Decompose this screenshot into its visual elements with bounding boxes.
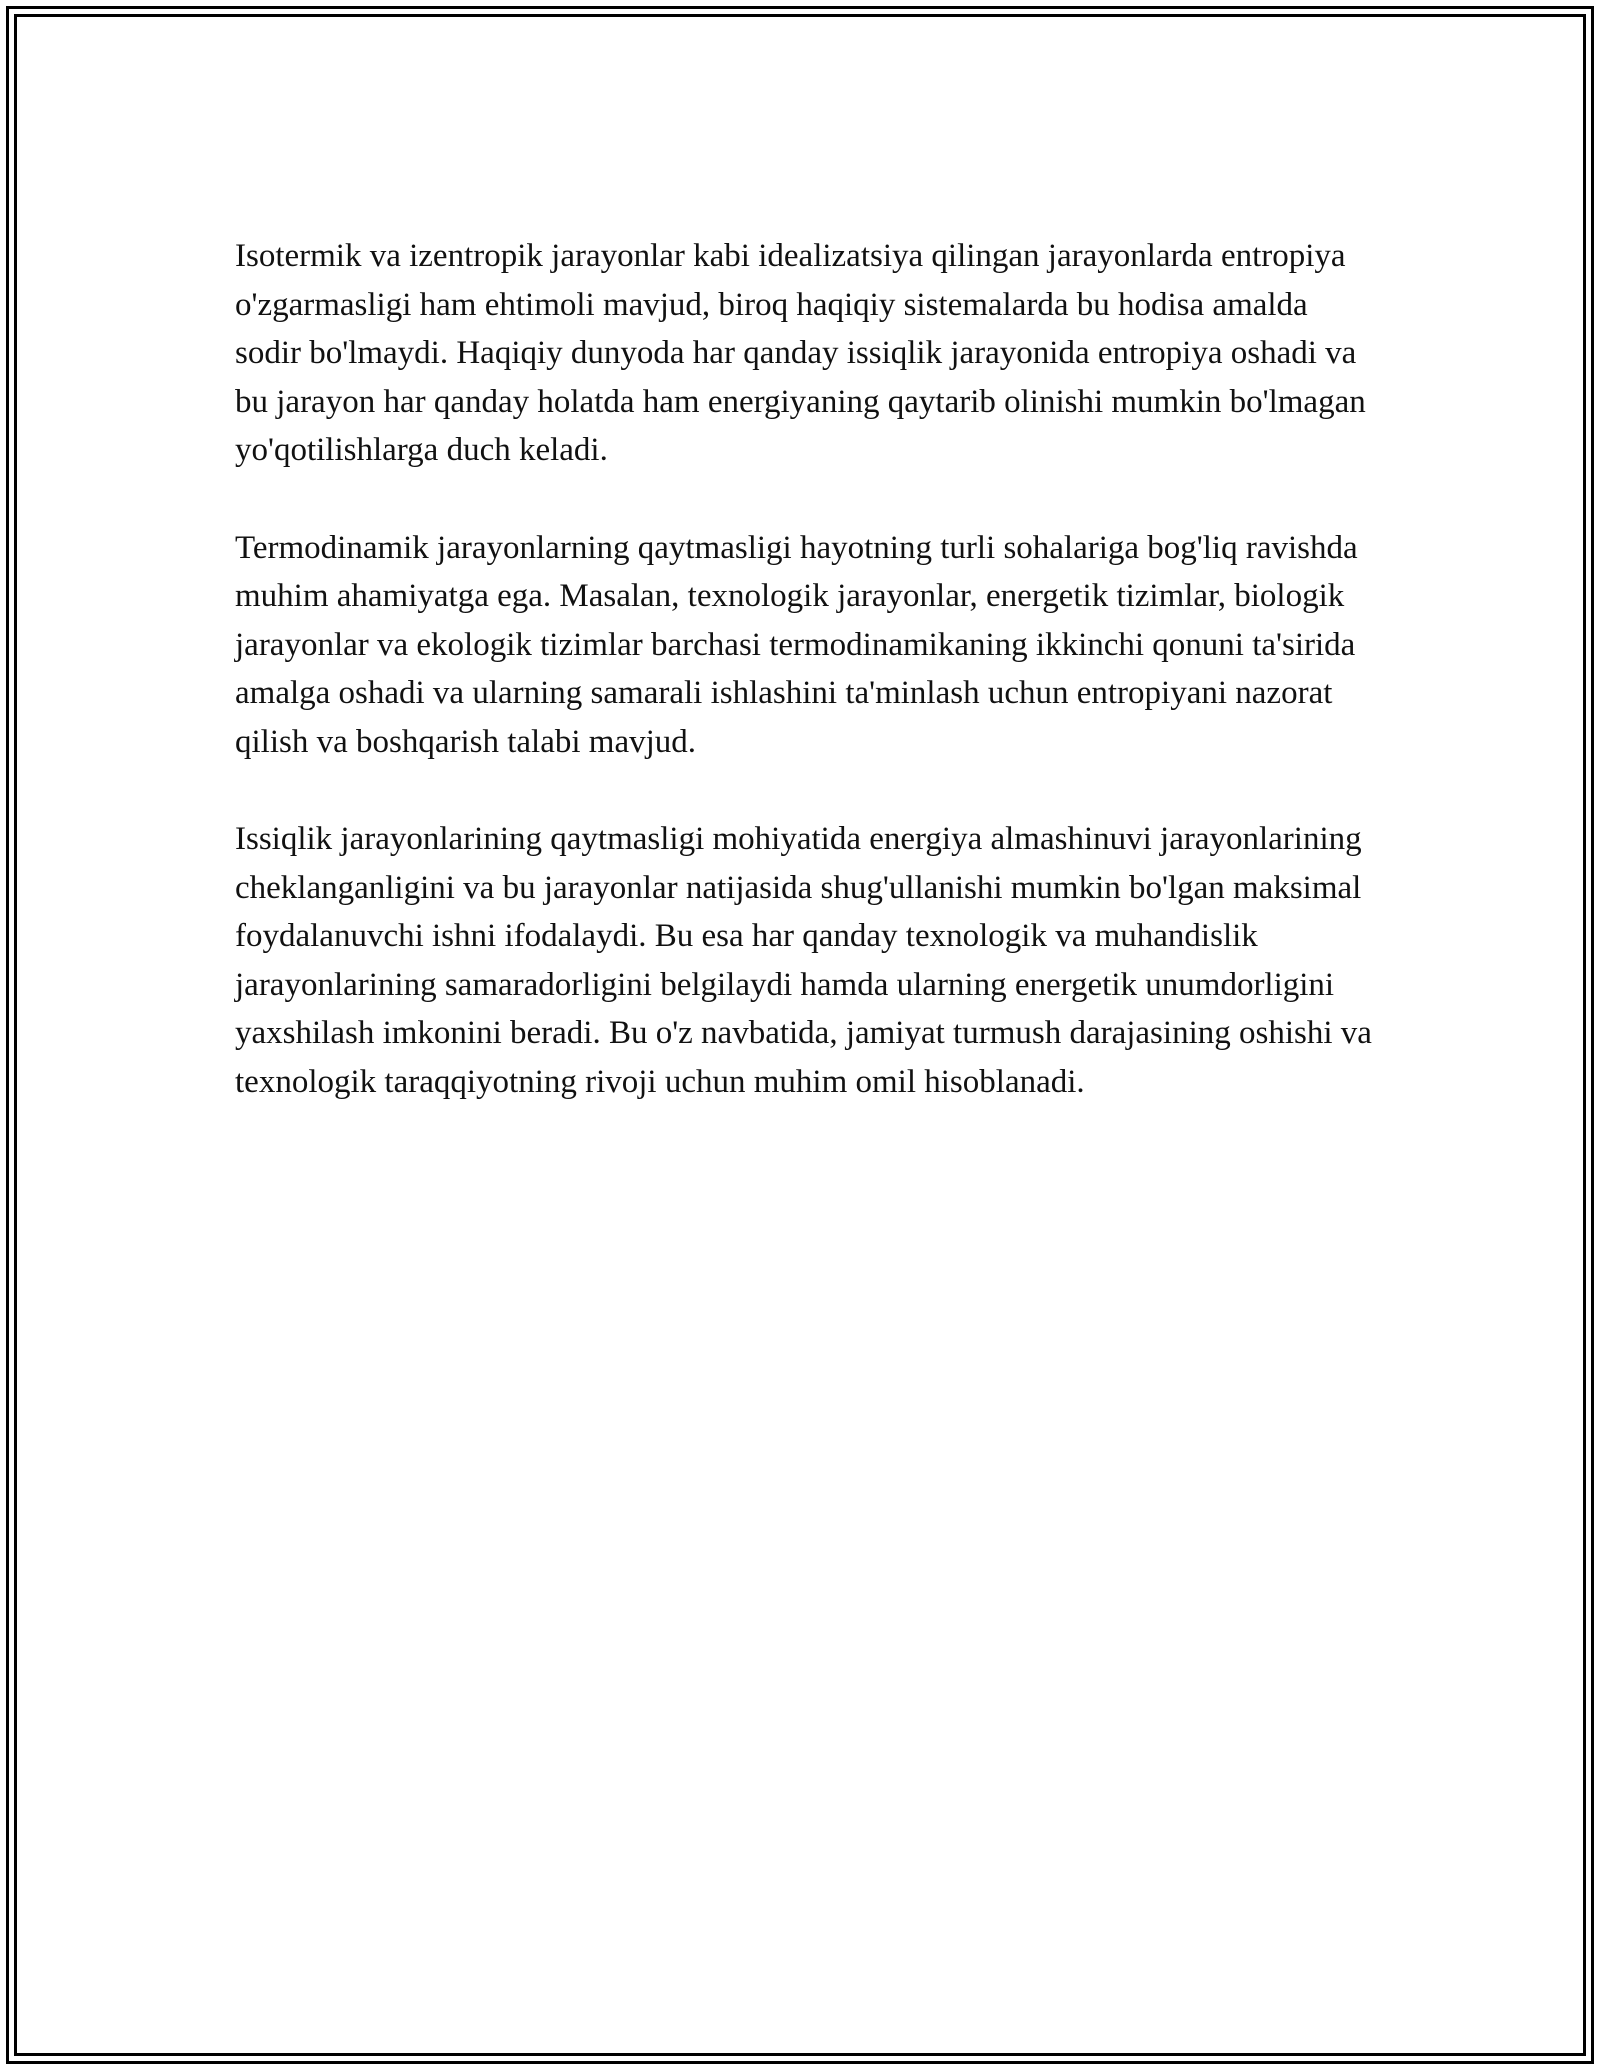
paragraph-3: Issiqlik jarayonlarining qaytmasligi mohiyatida energiya almashinuvi jarayonlarining cheklanganligini va bu jarayonlar natijasida shug'ullanishi mumkin bo'lgan maksimal foydalanuvchi ishni ifodalaydi. Bu esa har qanday texnologik va muhandislik jarayonlarining samaradorligini belgilaydi hamda ularning energetik unumdorligini yaxshilash imkonini beradi. Bu o'z navbatida, jamiyat turmush darajasining oshishi va texnologik taraqqiyotning rivoji uchun muhim omil hisoblanadi. [235,821,1372,1100]
paragraph-2: Termodinamik jarayonlarning qaytmasligi hayotning turli sohalariga bog'liq ravishda muhim ahamiyatga ega. Masalan, texnologik jarayonlar, energetik tizimlar, biologik jarayonlar va ekologik tizimlar barchasi termodinamikaning ikkinchi qonuni ta'sirida amalga oshadi va ularning samarali ishlashini ta'minlash uchun entropiyani nazorat qilish va boshqarish talabi mavjud. [235,529,1358,760]
paragraph-1: Isotermik va izentropik jarayonlar kabi idealizatsiya qilingan jarayonlarda entropiya o'zgarmasligi ham ehtimoli mavjud, biroq haqiqiy sistemalarda bu hodisa amalda sodir bo'lmaydi. Haqiqiy dunyoda har qanday issiqlik jarayonida entropiya oshadi va bu jarayon har qanday holatda ham energiyaning qaytarib olinishi mumkin bo'lmagan yo'qotilishlarga duch keladi. [235,238,1366,468]
document-body [235,232,1375,1155]
